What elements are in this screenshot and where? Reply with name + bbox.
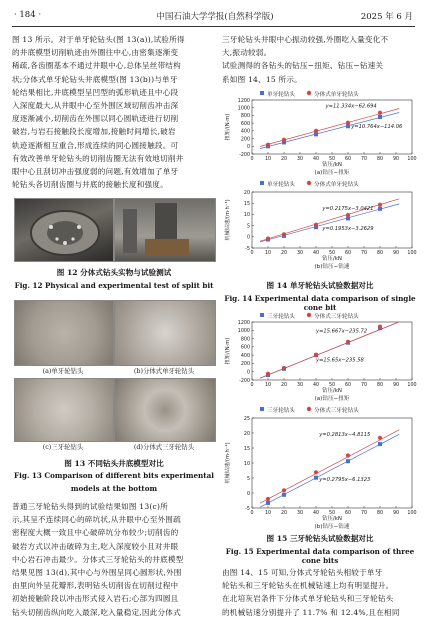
text-line: 破岩方式以冲击破碎为主,吃入深度较小且对井眼 <box>12 541 179 551</box>
right-bottom-text <box>222 566 418 619</box>
fit-equation: y=0.2795x−6.1323 <box>319 477 371 483</box>
y-axis-label: 机械钻速/(m·h⁻¹) <box>225 442 231 484</box>
fig15-caption: 图 15 三牙轮钻头试验数据对比 <box>266 534 374 543</box>
fig13-label-a: (a)单牙轮钻头 <box>42 367 84 375</box>
x-tick-label: 20 <box>280 383 288 388</box>
x-tick-label: 30 <box>296 511 304 516</box>
fig14-caption: 图 14 单牙轮钻头试验数据对比 <box>266 281 374 290</box>
plot-frame <box>252 192 412 248</box>
x-tick-label: 50 <box>328 157 336 162</box>
x-axis-label: 钻压/kN <box>322 388 342 394</box>
x-tick-label: 100 <box>407 157 417 162</box>
data-point <box>266 501 270 505</box>
issue-date: 2025 年 6 月 <box>360 12 413 22</box>
data-point <box>378 324 382 328</box>
legend-label: 单牙轮钻头 <box>267 92 295 98</box>
x-tick-label: 10 <box>264 511 272 516</box>
bottom-model-c <box>14 378 114 442</box>
x-tick-label: 70 <box>360 511 368 516</box>
text-line: 大,振动较弱。 <box>222 48 272 58</box>
bottom-model-d <box>114 378 216 442</box>
y-tick-label: 1200 <box>237 320 250 326</box>
x-tick-label: 10 <box>264 157 272 162</box>
rig-illustration <box>115 199 215 261</box>
chart-15a <box>222 310 418 402</box>
chart-subtitle: (a)钻压−扭矩 <box>314 396 350 402</box>
chart-subtitle: (a)钻压−扭矩 <box>314 170 350 176</box>
fig14-caption-en: Fig. 14 Experimental data comparison of single cone bit <box>224 294 416 312</box>
header-rule <box>12 26 415 27</box>
x-tick-label: 100 <box>407 383 417 388</box>
data-point <box>378 111 382 115</box>
text-line: 普通三牙轮钻头得到的试验结果如图 13(c)所 <box>12 502 168 511</box>
text-line: 有效改善单牙轮钻头的切削齿圈无法有效地切削井 <box>12 153 184 163</box>
legend-label: 单牙轮钻头 <box>267 182 295 188</box>
data-point <box>346 213 350 217</box>
y-axis-label: 扭矩/(N·m) <box>225 337 231 365</box>
fit-equation: y=10.764x−114.06 <box>351 123 403 130</box>
y-tick-label: 800 <box>240 337 250 343</box>
bit-illustration <box>15 199 113 261</box>
data-point <box>378 207 382 211</box>
x-tick-label: 50 <box>328 511 336 516</box>
x-tick-label: 10 <box>264 251 272 256</box>
legend-marker <box>307 181 311 185</box>
data-point <box>378 203 382 207</box>
data-point <box>314 129 318 133</box>
journal-name: 中国石油大学学报(自然科学版) <box>156 12 274 22</box>
data-point <box>346 459 350 463</box>
y-tick-label: 25 <box>243 416 250 422</box>
fit-equation: y=0.2175x−3.0421 <box>322 205 374 212</box>
legend-label: 三牙轮钻头 <box>267 408 295 414</box>
x-tick-label: 30 <box>296 251 304 256</box>
text-line: 图 13 所示。对于单牙轮钻头(图 13(a)),试验所得 <box>12 35 185 44</box>
x-tick-label: 70 <box>360 157 368 162</box>
bottom-model-a <box>14 300 114 366</box>
x-tick-label: 40 <box>312 511 320 516</box>
y-tick-label: -200 <box>239 152 250 158</box>
y-tick-label: 0 <box>246 370 250 376</box>
y-tick-label: 15 <box>243 446 250 452</box>
x-tick-label: 40 <box>312 251 320 256</box>
data-point <box>266 236 270 240</box>
y-tick-label: 600 <box>240 345 250 351</box>
x-tick-label: 70 <box>360 251 368 256</box>
legend-marker <box>307 407 311 411</box>
legend-marker <box>260 407 264 411</box>
data-point <box>266 143 270 147</box>
fig13-label-c: (c)三牙轮钻头 <box>42 443 84 451</box>
text-line: 系如图 14、15 所示。 <box>222 74 302 84</box>
chart-14b <box>222 178 418 270</box>
x-tick-label: 90 <box>392 157 400 162</box>
x-tick-label: 80 <box>376 157 384 162</box>
legend-marker <box>260 181 264 185</box>
y-tick-label: 800 <box>240 114 250 120</box>
y-tick-label: 1000 <box>237 106 250 112</box>
x-tick-label: 90 <box>392 511 400 516</box>
left-bottom-text <box>12 500 216 619</box>
x-tick-label: 20 <box>280 251 288 256</box>
y-tick-label: 20 <box>243 190 250 196</box>
y-tick-label: -5 <box>245 506 250 512</box>
fig12-caption: 图 12 分体式钻头实物与试验测试 <box>56 268 172 277</box>
data-point <box>282 366 286 370</box>
data-point <box>378 115 382 119</box>
y-tick-label: 600 <box>240 121 250 127</box>
x-tick-label: 60 <box>344 157 352 162</box>
y-tick-label: 10 <box>243 461 250 467</box>
y-tick-label: 5 <box>246 476 250 482</box>
legend-marker <box>260 313 264 317</box>
data-point <box>266 497 270 501</box>
fig13-caption-en2: models at the bottom <box>70 484 158 493</box>
y-tick-label: 20 <box>243 431 250 437</box>
fit-equation: y=0.2813x−4.8115 <box>319 432 371 438</box>
y-tick-label: 1000 <box>237 329 250 335</box>
text-line: 轨迹逐渐相互重合,形成连续的同心圆接触段。可 <box>12 140 179 150</box>
y-tick-label: 0 <box>246 145 250 151</box>
fig15-caption-en: Fig. 15 Experimental data comparison of three cone bits <box>225 547 415 565</box>
y-tick-label: 15 <box>243 202 250 207</box>
x-tick-label: 60 <box>344 511 352 516</box>
legend-label: 分体式单牙轮钻头 <box>314 92 359 98</box>
test-rig-photo <box>114 198 216 262</box>
x-tick-label: 0 <box>250 383 254 388</box>
legend-label: 分体式单牙轮钻头 <box>314 182 359 188</box>
y-tick-label: 10 <box>243 213 250 219</box>
text-line: 结果见图 13(d),其中心与外围呈同心圆形状,外围 <box>12 568 182 578</box>
data-point <box>282 488 286 492</box>
split-bit-photo <box>14 198 114 262</box>
x-tick-label: 30 <box>296 383 304 388</box>
x-tick-label: 60 <box>344 251 352 256</box>
text-line: 钻头切削齿纵向吃入最深,吃入量稳定,因此分体式 <box>12 607 181 617</box>
data-point <box>282 232 286 236</box>
x-tick-label: 90 <box>392 383 400 388</box>
text-line: 中心岩石冲击最少。分体式三牙轮钻头的井底模型 <box>12 554 184 564</box>
x-tick-label: 30 <box>296 157 304 162</box>
fit-equation: y=15.65x−235.58 <box>316 357 364 364</box>
y-tick-label: 400 <box>240 129 250 135</box>
text-line: 破岩,与岩石接触段长度增加,接触时间增长,破岩 <box>12 127 176 137</box>
x-axis-label: 钻压/kN <box>322 256 342 262</box>
x-tick-label: 80 <box>376 511 384 516</box>
x-tick-label: 60 <box>344 383 352 388</box>
text-line: 轮钻头和三牙轮钻头在机械钻速上均有明显提升。 <box>222 581 394 591</box>
legend-marker <box>307 313 311 317</box>
fig12-caption-en: Fig. 12 Physical and experimental test of split bit <box>14 281 214 290</box>
data-point <box>266 372 270 376</box>
x-tick-label: 40 <box>312 157 320 162</box>
text-line: 的井底模型切削轨迹由外圈往中心,由密集逐渐变 <box>12 48 179 58</box>
fig13-caption-en1: Fig. 13 Comparison of different bits experimental <box>14 471 214 480</box>
fig13-label-b: (b)分体式单牙轮钻头 <box>133 367 195 375</box>
fig13-label-d: (d)分体式三牙轮钻头 <box>133 443 195 451</box>
x-tick-label: 80 <box>376 251 384 256</box>
text-line: 状;分体式单牙轮钻头井底模型(图 13(b))与单牙 <box>12 74 178 84</box>
x-tick-label: 20 <box>280 157 288 162</box>
x-tick-label: 0 <box>250 251 254 256</box>
data-point <box>378 442 382 446</box>
y-tick-label: 200 <box>240 362 250 368</box>
x-tick-label: 0 <box>250 511 254 516</box>
y-tick-label: 5 <box>246 224 250 230</box>
legend-label: 三牙轮钻头 <box>267 314 295 320</box>
text-line: 眼中心且刮切冲击强度弱的问题,有效增加了单牙 <box>12 167 179 177</box>
x-tick-label: 70 <box>360 383 368 388</box>
chart-subtitle: (b)钻压−钻速 <box>314 524 350 530</box>
y-tick-label: 0 <box>246 235 250 241</box>
y-tick-label: 400 <box>240 353 250 359</box>
text-line: 三牙轮钻头井眼中心振动较强,外圈吃入量变化不 <box>222 35 389 44</box>
x-tick-label: 100 <box>407 251 417 256</box>
text-line: 的机械钻速分别提升了 11.7% 和 12.4%,且在相同 <box>222 607 400 617</box>
x-tick-label: 50 <box>328 383 336 388</box>
x-tick-label: 10 <box>264 383 272 388</box>
legend-label: 分体式三牙轮钻头 <box>314 408 359 414</box>
data-point <box>346 453 350 457</box>
data-point <box>282 493 286 497</box>
data-point <box>346 340 350 344</box>
legend-marker <box>260 91 264 95</box>
fit-equation: y=15.667x−235.72 <box>316 328 368 335</box>
y-axis-label: 扭矩/(N·m) <box>225 113 231 141</box>
x-tick-label: 40 <box>312 383 320 388</box>
left-top-text <box>12 33 216 191</box>
bottom-model-b <box>114 300 216 366</box>
x-axis-label: 钻压/kN <box>322 162 342 168</box>
text-line: 密程度大概一致且中心破碎坑分布较少;切削齿的 <box>12 528 179 538</box>
text-line: 示,其呈不连续同心的碎坑状,从井眼中心至外围疏 <box>12 515 181 525</box>
data-point <box>314 476 318 480</box>
text-line: 度逐渐减小,切削齿在外围以同心圆轨迹进行切削 <box>12 114 179 124</box>
text-line: 初始接触阶段以冲击形式侵入岩石;心部为四圆且 <box>12 594 179 604</box>
y-tick-label: 1200 <box>237 98 250 104</box>
data-point <box>314 223 318 227</box>
text-line: 轮结果相比,井底模型呈凹型的弧形轨迹且中心段 <box>12 87 179 97</box>
data-point <box>378 436 382 440</box>
fit-line <box>260 430 399 503</box>
text-line: 稀疏,各齿圈基本不通过井眼中心,总体呈丝带结构 <box>12 61 181 71</box>
text-line: 由图 14、15 可知,分体式牙轮钻头相较于单牙 <box>222 568 383 577</box>
y-tick-label: -5 <box>245 246 250 252</box>
text-line: 轮钻头各切削齿圈与井底的接触长度和强度。 <box>12 180 168 190</box>
chart-subtitle: (b)钻压−钻速 <box>314 264 350 270</box>
x-tick-label: 80 <box>376 383 384 388</box>
text-line: 由里向外呈花瓣形,表明钻头切削齿在切削过程中 <box>12 581 179 591</box>
data-point <box>282 138 286 142</box>
x-tick-label: 100 <box>407 511 417 516</box>
x-tick-label: 90 <box>392 251 400 256</box>
y-tick-label: 200 <box>240 137 250 143</box>
fig13-caption: 图 13 不同钻头井底模型对比 <box>64 459 164 468</box>
y-tick-label: 0 <box>246 491 250 497</box>
legend-label: 分体式三牙轮钻头 <box>314 314 359 320</box>
text-line: 入深度最大,从井眼中心至外围区域切削齿冲击深 <box>12 101 179 111</box>
data-point <box>314 353 318 357</box>
y-axis-label: 机械钻速/(m·h⁻¹) <box>225 199 231 241</box>
legend-marker <box>307 91 311 95</box>
data-point <box>314 470 318 474</box>
chart-15b <box>222 404 418 530</box>
x-tick-label: 0 <box>250 157 254 162</box>
data-point <box>346 121 350 125</box>
right-top-text <box>222 33 418 86</box>
text-line: 在北培灰岩条件下分体式单牙轮钻头和三牙轮钻头 <box>222 594 394 604</box>
y-tick-label: -200 <box>239 378 250 384</box>
x-tick-label: 50 <box>328 251 336 256</box>
x-tick-label: 20 <box>280 511 288 516</box>
fit-equation: y=0.1953x−3.2629 <box>322 226 374 233</box>
text-line: 试验测得的各钻头的钻压−扭矩、钻压−钻速关 <box>222 61 384 71</box>
fit-equation: y=11.334x−62.694 <box>325 103 377 110</box>
page-number: · 184 · <box>14 10 42 20</box>
chart-14a <box>222 88 418 176</box>
x-axis-label: 钻压/kN <box>322 516 342 522</box>
